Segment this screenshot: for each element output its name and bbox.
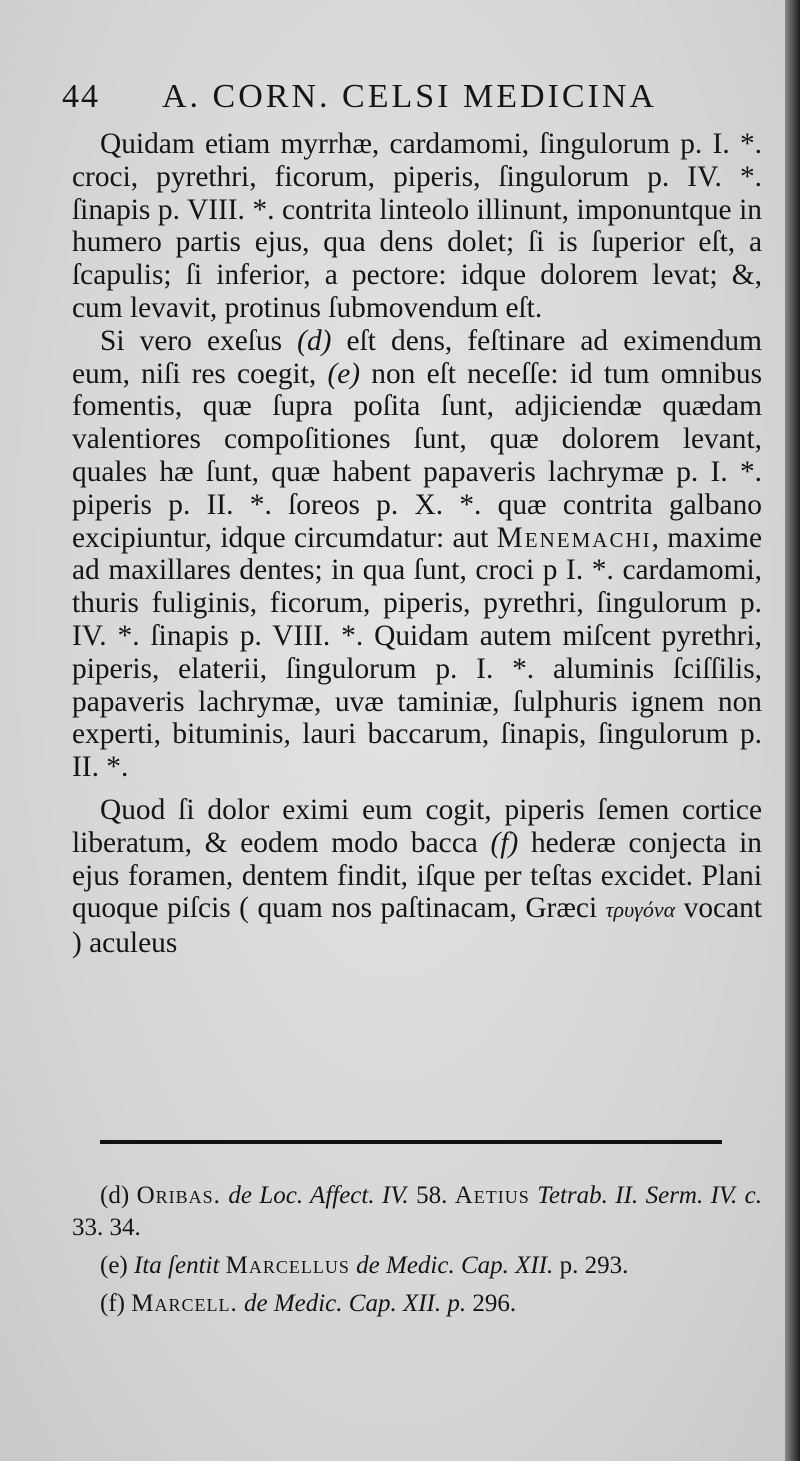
footnote-f-work: de Medic. Cap. XII. p. [243, 1290, 467, 1317]
footnote-divider [100, 1140, 722, 1144]
footnote-f-author: Marcell. [131, 1290, 238, 1317]
footnote-ref-d[interactable]: (d) [297, 324, 332, 357]
footnote-e [72, 1250, 762, 1282]
paragraph-3-part-a: Quod ſi dolor eximi eum cogit, piperis ſemen cortice liberatum, & eodem modo bacca [72, 793, 762, 859]
greek-word: τρυγόνα [605, 897, 676, 923]
paragraph-2-part-b: eſt dens, feſtinare ad eximendum eum, niſi res coegit, [72, 324, 762, 390]
paragraph-3-part-c: vocant ) aculeus [72, 892, 762, 960]
footnote-e-ref: p. 293. [553, 1252, 629, 1279]
footnote-d [72, 1180, 762, 1244]
paragraph-3-part-b: hederæ conjecta in ejus foramen, dentem findit, iſque per teſtas excidet. Plani quoque piſcis ( quam nos paſtinacam, Græci [72, 826, 762, 925]
paragraph-2-part-d: , maxime ad maxillares dentes; in qua ſunt, croci p I. *. cardamomi, thuris fuliginis, ficorum, piperis, pyrethri, ſingulorum p. IV. *. ſinapis p. VIII. *. Quidam autem miſcent pyrethri, piperis, elaterii, ſingulorum p. I. *. aluminis ſciſſilis, papaveris lachrymæ, uvæ taminiæ, ſulphuris ignem non experti, bituminis, lauri baccarum, ſinapis, ſingulorum p. II. *. [72, 521, 762, 784]
footnote-d-author: Oribas. [136, 1182, 221, 1209]
page-edge-shadow [785, 0, 800, 1461]
footnote-ref-f[interactable]: (f) [490, 826, 519, 859]
footnote-e-lead: Ita ſentit [134, 1252, 220, 1279]
paragraph-2-part-c: non eſt neceſſe: id tum omnibus fomentis, quæ ſupra poſita ſunt, adjiciendæ quædam valentiores compoſitiones ſunt, quæ dolorem levant, quales hæ ſunt, quæ habent papaveris lachrymæ p. I. *. piperis p. II. *. ſoreos p. X. *. quæ contrita galbano excipiuntur, idque circumdatur: aut [72, 357, 763, 554]
main-text [72, 128, 762, 960]
footnote-d-author-2: Aetius [454, 1182, 530, 1209]
footnote-d-ref-2: 33. 34. [72, 1214, 141, 1241]
page-number: 44 [62, 78, 100, 115]
paragraph-2 [72, 325, 762, 784]
footnotes [72, 1180, 762, 1326]
running-title: A. CORN. CELSI MEDICINA [162, 78, 657, 115]
footnote-d-work: de Loc. Affect. IV. [228, 1182, 409, 1209]
footnote-f-mark: (f) [100, 1290, 125, 1317]
paragraph-1: Quidam etiam myrrhæ, cardamomi, ſingulorum p. I. *. croci, pyrethri, ficorum, piperis, ſingulorum p. IV. *. ſinapis p. VIII. *. contrita linteolo illinunt, imponuntque in humero partis ejus, qua dens dolet; ſi is ſuperior eſt, a ſcapulis; ſi inferior, a pectore: idque dolorem levat; &, cum levavit, protinus ſubmovendum eſt. [72, 128, 762, 324]
footnote-d-work-2: Tetrab. II. Serm. IV. c. [537, 1182, 763, 1209]
paragraph-2-part-a: Si vero exeſus [100, 324, 298, 357]
footnote-d-ref: 58. [416, 1182, 455, 1209]
footnote-f [72, 1288, 762, 1320]
footnote-e-work: de Medic. Cap. XII. [356, 1252, 554, 1279]
page-header [62, 78, 762, 128]
footnote-e-author: Marcellus [225, 1252, 350, 1279]
footnote-d-mark: (d) [100, 1182, 130, 1209]
paragraph-3 [72, 794, 762, 960]
author-name-menemachi: Menemachi [496, 521, 652, 554]
footnote-e-mark: (e) [100, 1252, 128, 1279]
footnote-ref-e[interactable]: (e) [327, 357, 361, 390]
footnote-f-ref: 296. [466, 1290, 517, 1317]
